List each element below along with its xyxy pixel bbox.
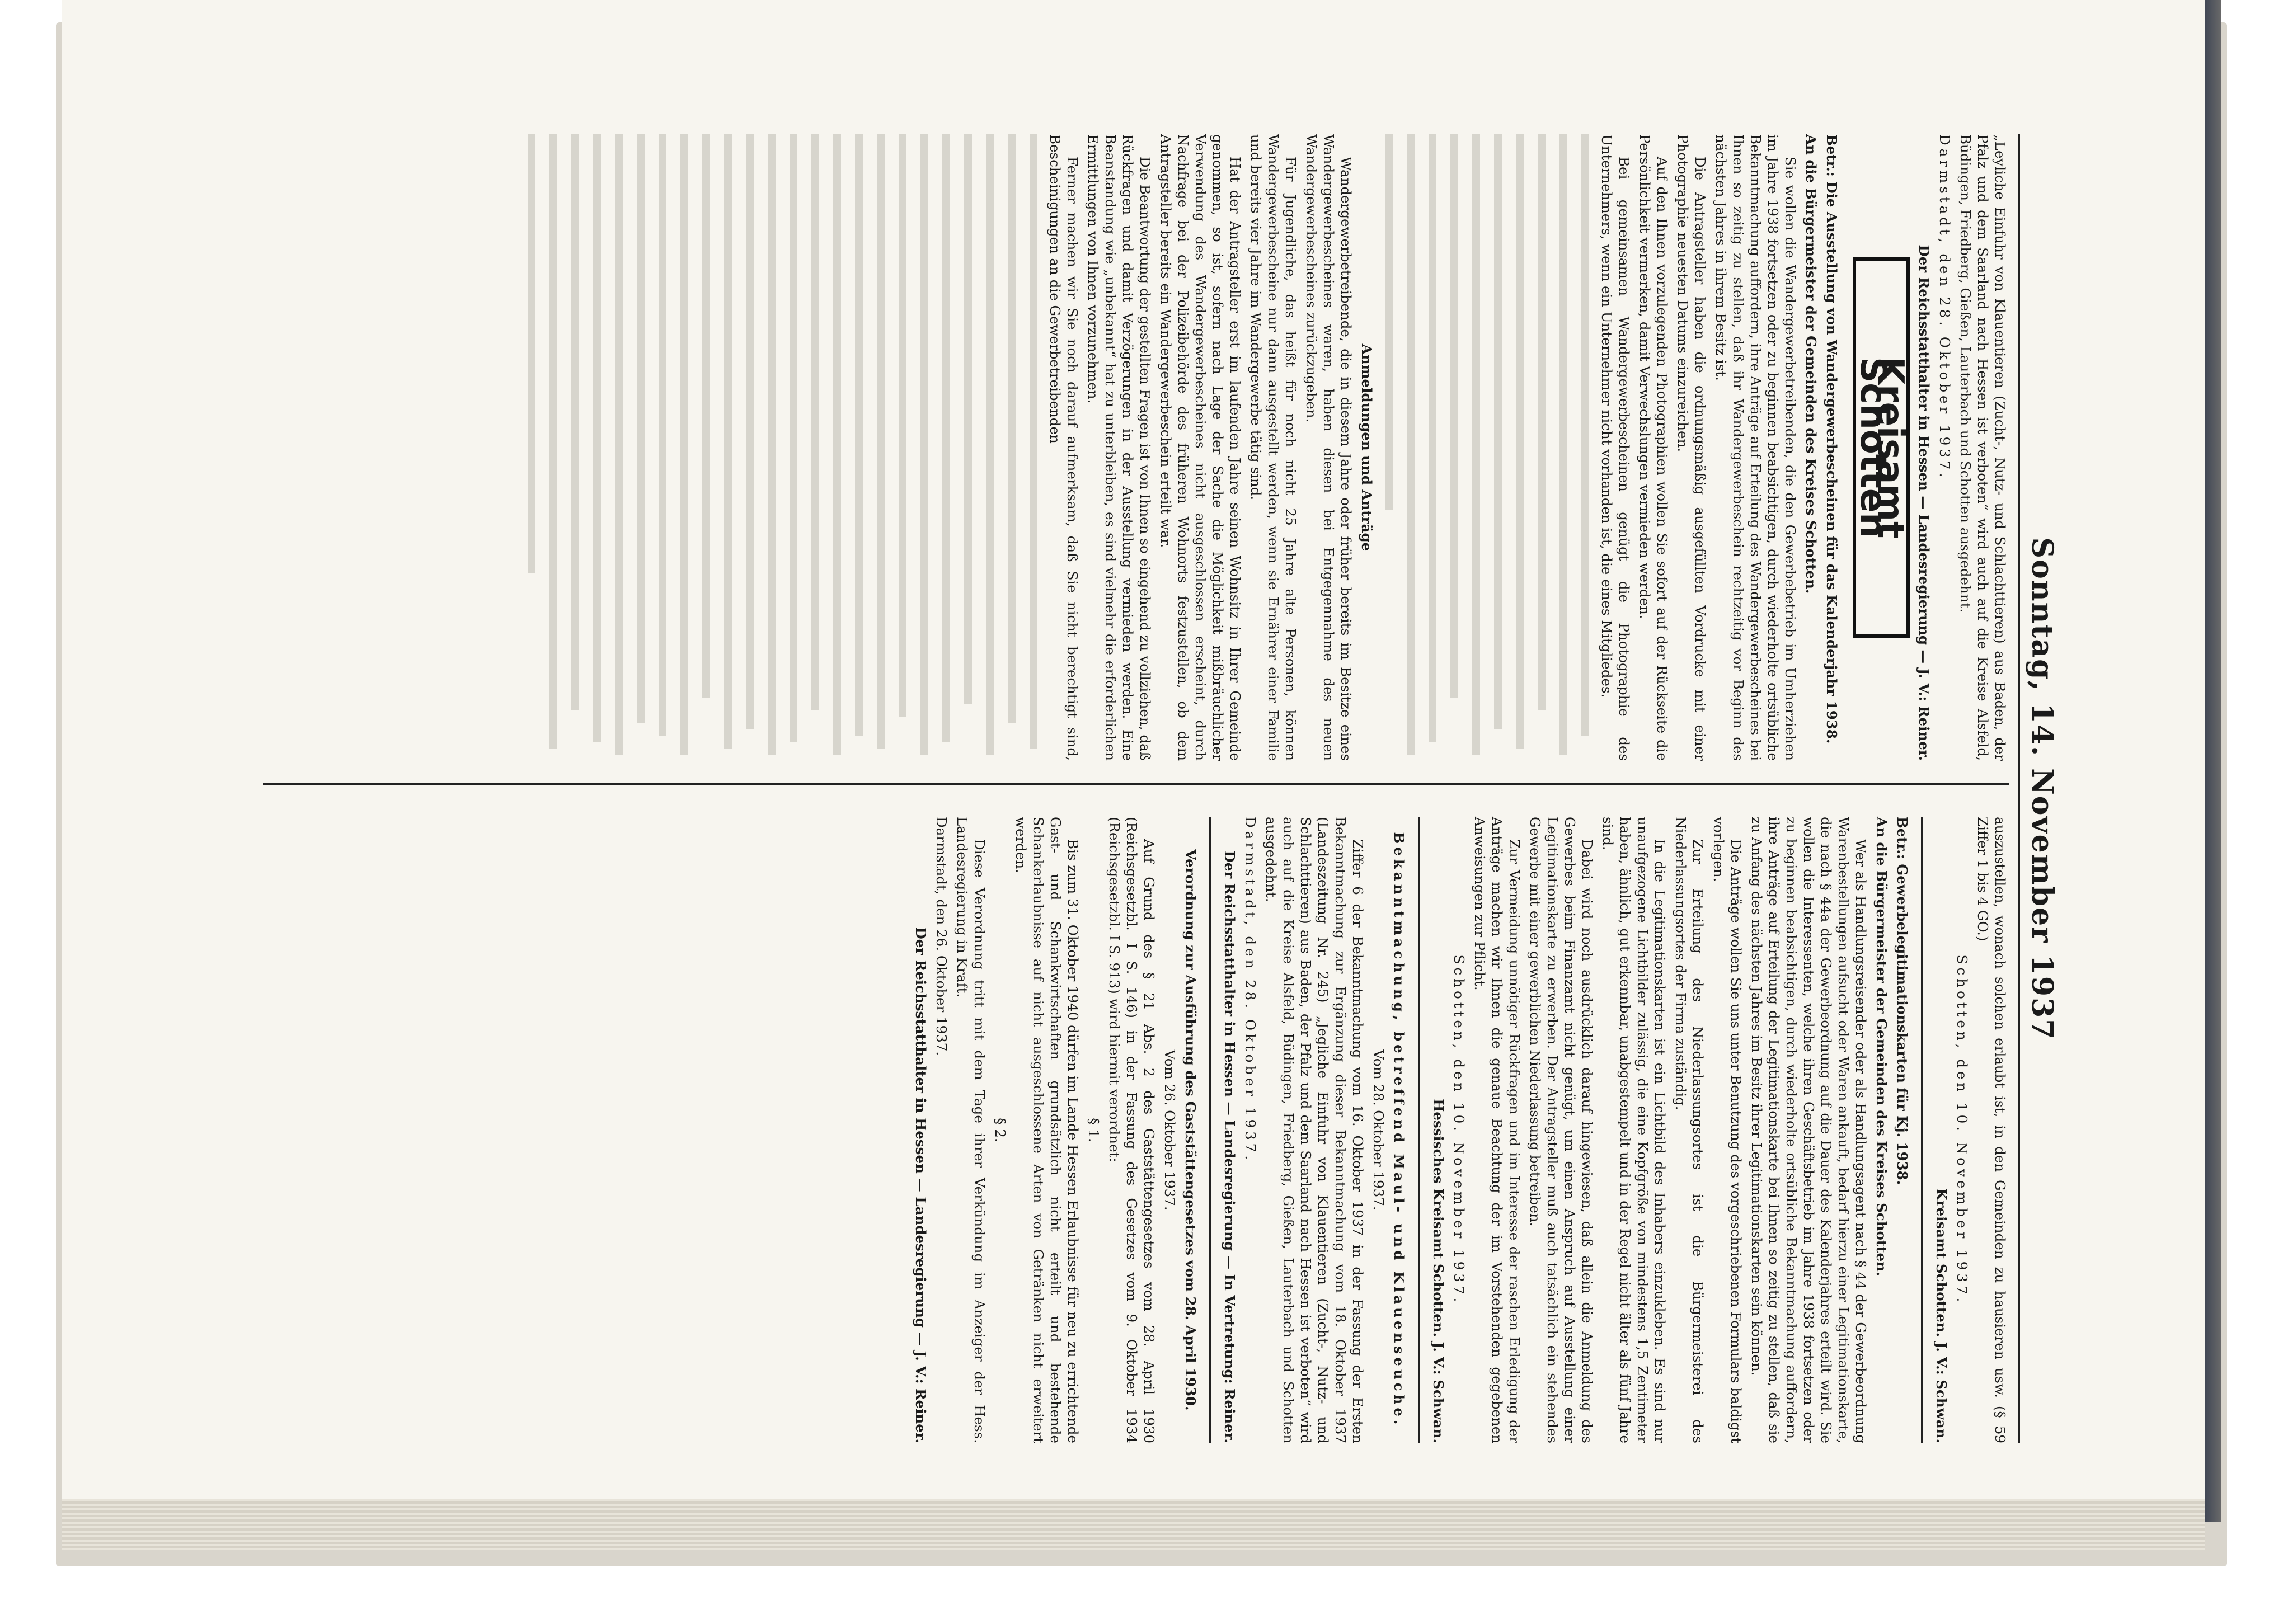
section-rule	[1921, 817, 1923, 1443]
intro-text: „Leyliche Einfuhr von Klauentieren (Zucht-, Nutz- und Schlachttieren) aus Baden, der Pfalz und dem Saarland nach Hessen ist verboten“ wird auch auf die Kreise Alsfeld, Büdingen, Friedberg, Gießen, Lauterbach und Schotten ausgedehnt.	[1957, 134, 2008, 761]
column-divider	[263, 783, 2009, 785]
section5-paragraph: Bis zum 31. Oktober 1940 dürfen im Lande Hessen Erlaubnisse für neu zu errichtende Gast- und Schankwirtschaften grundsätzlich nicht erteilt und bestehende Schankerlaubnisse auf nicht ausgeschlossene Arten von Getränken nicht erweitert werden.	[1013, 817, 1081, 1443]
section1-paragraph: Die Antragsteller haben die ordnungsmäßig ausgefüllten Vordrucke mit einer Photographie neuesten Datums einzureichen.	[1675, 134, 1708, 761]
section-rule	[1209, 817, 1211, 1443]
intro-signature: Der Reichsstatthalter in Hessen — Landesregierung — J. V.: Reiner.	[1916, 244, 1932, 761]
right-column	[906, 817, 2009, 1443]
section3-paragraph: In die Legitimationskarten ist ein Lichtbild des Inhabers einzukleben. Es sind nur unaufgezogene Lichtbilder zulässig, die eine Kopfgröße von mindestens 1,5 Zentimeter haben, ähnlich, gut erkennbar, unabgestempelt und in der Regel nicht älter als fünf Jahre sind.	[1600, 817, 1668, 1443]
illegible-text-block	[518, 134, 1037, 761]
continued-signature: Kreisamt Schotten. J. V.: Schwan.	[1933, 1188, 1950, 1443]
section5-paragraph: Diese Verordnung tritt mit dem Tage ihrer Verkündung im Anzeiger der Hess. Landesregierung in Kraft.	[954, 817, 988, 1443]
section-rule	[1418, 817, 1420, 1443]
section3-title: Betr.: Gewerbelegitimationskarten für Kj. 1938.	[1894, 817, 1910, 1185]
section3-authority: Hessisches Kreisamt Schotten. J. V.: Schwan.	[1430, 1099, 1446, 1443]
section5-title: Verordnung zur Ausführung des Gaststättengesetzes vom 28. April 1930.	[1182, 849, 1199, 1411]
section1-paragraph: Sie wollen die Wandergewerbetreibenden, die den Gewerbebetrieb im Umherziehen im Jahre 1938 fortsetzen oder zu beginnen beabsichtigen, durch wiederholte ortsübliche Bekanntmachung auffordern, ihre Anträge auf Erteilung des Wandergewerbescheines bei Ihnen so zeitig zu stellen, daß ihr Wandergewerbeschein rechtzeitig vor Beginn des nächsten Jahres in ihrem Besitz ist.	[1713, 134, 1798, 761]
illegible-text-block	[1375, 134, 1589, 761]
left-column	[518, 134, 2009, 761]
section2-paragraph: Hat der Antragsteller erst im laufenden Jahre seinen Wohnsitz in Ihrer Gemeinde genommen, so ist, sofern nach Lage der Sache die Möglichkeit mißbräuchlicher Verwendung des Wandergewerbescheines nicht ausgeschlossen erscheint, durch Nachfrage bei der Polizeibehörde des früheren Wohnorts festzustellen, ob dem Antragsteller bereits ein Wandergewerbeschein erteilt war.	[1158, 134, 1243, 761]
section4-signature: Der Reichsstatthalter in Hessen — Landesregierung — In Vertretung: Reiner.	[1222, 850, 1238, 1443]
page-content-rotated	[241, 112, 2070, 1466]
section5-place-date: Darmstadt, den 26. Oktober 1937.	[933, 817, 950, 1056]
section3-addressee: An die Bürgermeister der Gemeinden des Kreises Schotten.	[1873, 817, 1890, 1277]
intro-place-date: Darmstadt, den 28. Oktober 1937.	[1937, 134, 1953, 481]
section1-paragraph: Bei gemeinsamen Wandergewerbescheinen genügt die Photographie des Unternehmers, wenn ein Unternehmer nicht vorhanden ist, die eines Mitgliedes.	[1599, 134, 1632, 761]
section2-paragraph: Die Beantwortung der gestellten Fragen ist von Ihnen so eingehend zu vollziehen, daß Rückfragen und damit Verzögerungen in der Ausstellung vermieden werden. Eine Beanstandung wie „unbekannt“ hat zu unterbleiben, es sind vielmehr die erforderlichen Ermittlungen von Ihnen vorzunehmen.	[1085, 134, 1153, 761]
section4-place-date: Darmstadt, den 28. Oktober 1937.	[1242, 817, 1258, 1164]
section1-addressee: An die Bürgermeister der Gemeinden des Kreises Schotten.	[1803, 134, 1819, 594]
section4-date: Vom 28. Oktober 1937.	[1370, 1049, 1387, 1211]
section3-paragraph: Dabei wird noch ausdrücklich darauf hingewiesen, daß allein die Anmeldung des Gewerbes beim Finanzamt nicht genügt, um einen Anspruch auf Ausstellung einer Legitimationskarte zu erwerben. Der Antragsteller muß auch tatsächlich ein stehendes Gewerbe mit einer gewerblichen Niederlassung betreiben.	[1527, 817, 1595, 1443]
section5-date: Vom 26. Oktober 1937.	[1162, 1049, 1178, 1211]
section3-paragraph: Wer als Handlungsreisender oder als Handlungsagent nach § 44 der Gewerbeordnung Warenbestellungen aufsucht oder Waren ankauft, bedarf hierzu einer Legitimationskarte, die nach § 44a der Gewerbeordnung auf die Dauer des Kalenderjahres erteilt wird. Sie wollen die Interessenten, welche ihren Geschäftsbetrieb im Jahre 1938 fortsetzen oder zu beginnen beabsichtigen, durch wiederholte ortsübliche Bekanntmachung auffordern, ihre Anträge auf Erteilung der Legitimationskarte bei Ihnen so zeitig zu stellen, daß sie zu Anfang des nächsten Jahres im Besitz ihrer Legitimationskarten sein können.	[1749, 817, 1869, 1443]
page-fore-edge	[62, 1499, 2205, 1550]
section2-title: Anmeldungen und Anträge	[1359, 343, 1375, 552]
continued-place-date: Schotten, den 10. November 1937.	[1954, 954, 1970, 1306]
section5-paragraph-number: § 2.	[992, 1118, 1008, 1142]
section2-paragraph: Für Jugendliche, das heißt für noch nicht 25 Jahre alte Personen, können Wandergewerbescheine nur dann ausgestellt werden, wenn sie Ernährer einer Familie und bereits vier Jahre im Wandergewerbe tätig sind.	[1248, 134, 1299, 761]
page-title: Sonntag, 14. November 1937	[2025, 537, 2059, 1041]
section3-paragraph: Zur Erteilung des Niederlassungsortes ist die Bürgermeisterei des Niederlassungsortes der Firma zuständig.	[1673, 817, 1706, 1443]
section5-signature: Der Reichsstatthalter in Hessen — Landesregierung — J. V.: Reiner.	[913, 927, 929, 1443]
section-box-title: Kreisamt Schotten	[1853, 257, 1910, 638]
continued-text: auszustellen, wonach solchen erlaubt ist, in den Gemeinden zu hausieren usw. (§ 59 Ziffer 1 bis 4 GO.)	[1975, 817, 2008, 1443]
section1-paragraph: Auf den Ihnen vorzulegenden Photographien wollen Sie sofort auf der Rückseite die Persönlichkeit vermerken, damit Verwechslungen vermieden werden.	[1637, 134, 1670, 761]
page-header	[2018, 134, 2059, 1443]
section3-paragraph: Die Anträge wollen Sie uns unter Benutzung des vorgeschriebenen Formulars baldigst vorlegen.	[1711, 817, 1744, 1443]
section3-place-date: Schotten, den 10. November 1937.	[1451, 954, 1467, 1306]
section1-title: Betr.: Die Ausstellung von Wandergewerbescheinen für das Kalenderjahr 1938.	[1824, 134, 1840, 744]
section4-paragraph: Ziffer 6 der Bekanntmachung vom 16. Oktober 1937 in der Fassung der Ersten Bekanntmachung zur Ergänzung dieser Bekanntmachung vom 18. Oktober 1937 (Landeszeitung Nr. 245) „Jegliche Einfuhr von Klauentieren (Zucht-, Nutz- und Schlachttieren) aus Baden, der Pfalz und dem Saarland nach Hessen ist verboten“ wird auch auf die Kreise Alsfeld, Büdingen, Friedberg, Gießen, Lauterbach und Schotten ausgedehnt.	[1263, 817, 1366, 1443]
section5-paragraph: Auf Grund des § 21 Abs. 2 des Gaststättengesetzes vom 28. April 1930 (Reichsgesetzbl. I S. 146) in der Fassung des Gesetzes vom 9. Oktober 1934 (Reichsgesetzbl. I S. 913) wird hiermit verordnet:	[1106, 817, 1157, 1443]
section2-paragraph: Wandergewerbetreibende, die in diesem Jahre oder früher bereits im Besitze eines Wandergewerbescheines waren, haben diesen bei Entgegennahme des neuen Wandergewerbescheines zurückzugeben.	[1303, 134, 1354, 761]
section2-paragraph: Ferner machen wir Sie noch darauf aufmerksam, daß Sie nicht berechtigt sind, Bescheinigungen an die Gewerbetreibenden	[1047, 134, 1081, 761]
section4-title: Bekanntmachung, betreffend Maul- und Klauenseuche.	[1391, 832, 1407, 1428]
section3-paragraph: Zur Vermeidung unnötiger Rückfragen und im Interesse der raschen Erledigung der Anträge machen wir Ihnen die genaue Beachtung der im Vorstehenden gegebenen Anweisungen zur Pflicht.	[1472, 817, 1523, 1443]
section5-paragraph-number: § 1.	[1086, 1118, 1102, 1142]
